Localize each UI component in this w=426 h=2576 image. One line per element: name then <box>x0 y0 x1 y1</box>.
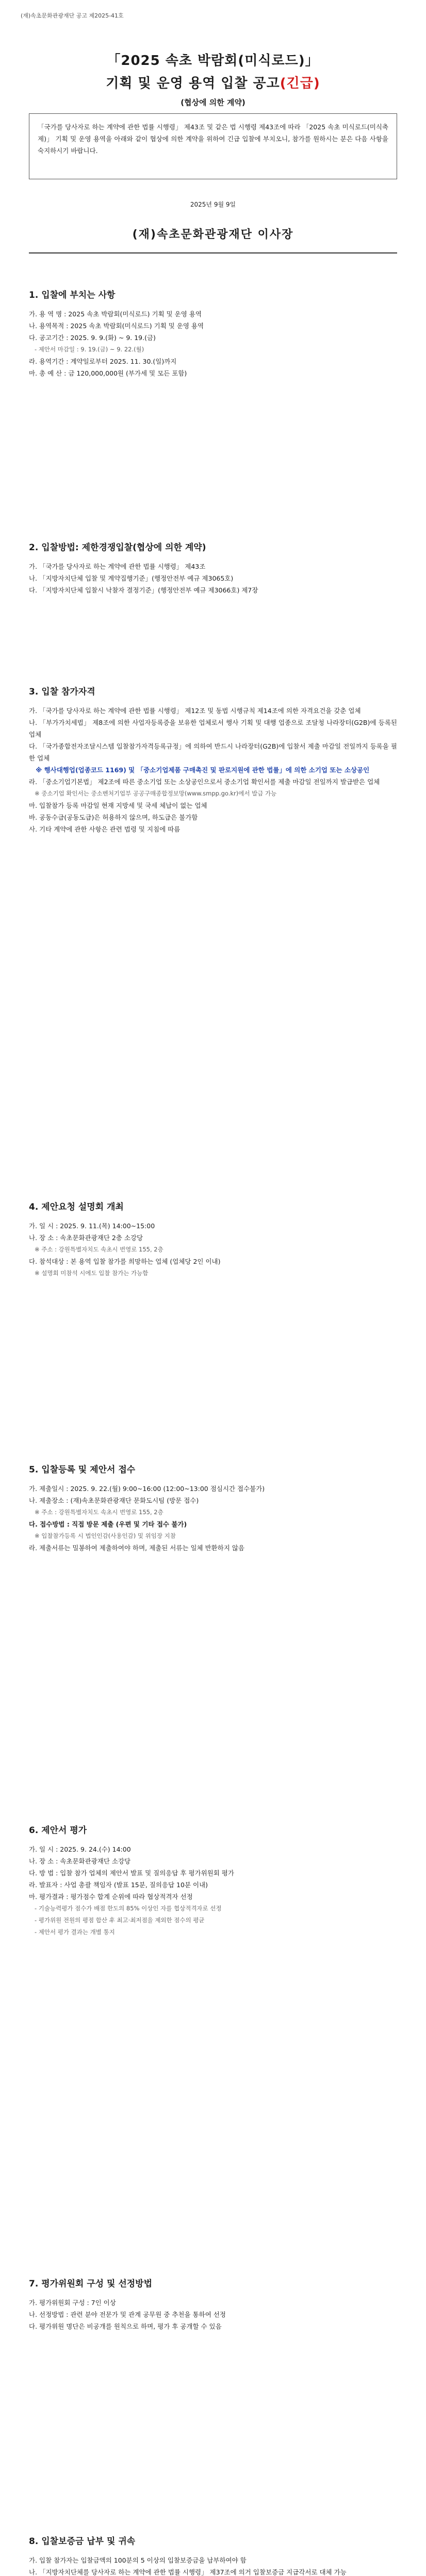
section-line: ※ 설명회 미참석 시에도 입찰 참가는 가능함 <box>29 1269 149 1277</box>
section-eligibility <box>29 685 397 835</box>
section-line: 가. 입찰 참가자는 입찰금액의 100분의 5 이상의 입찰보증금을 납부하여야 함 <box>29 2556 247 2564</box>
section-line: ※ 주소 : 강원특별자치도 속초시 번영로 155, 2층 <box>29 1509 163 1516</box>
section-title: 1. 입찰에 부치는 사항 <box>29 290 116 300</box>
issuer-name: (재)속초문화관광재단 이사장 <box>132 228 294 241</box>
title-line-1: 「2025 속초 박람회(미식로드)」 <box>107 53 319 69</box>
title-line-2-text: 기획 및 운영 용역 입찰 공고 <box>106 76 280 91</box>
section-line: 바. 공동수급(공동도급)은 허용하지 않으며, 하도급은 불가함 <box>29 814 198 821</box>
section-title: 5. 입찰등록 및 제안서 접수 <box>29 1465 136 1475</box>
section-line: 가. 일 시 : 2025. 9. 24.(수) 14:00 <box>29 1845 131 1853</box>
notice-date: 2025년 9월 9일 <box>190 201 236 208</box>
section-line: ※ 행사대행업(업종코드 1169) 및 「중소기업제품 구매촉진 및 판로지원에 관한 법률」에 의한 소기업 또는 소상공인 <box>29 766 370 774</box>
section-title: 2. 입찰방법: 제한경쟁입찰(협상에 의한 계약) <box>29 543 206 553</box>
header-divider <box>29 252 397 253</box>
section-line: - 기술능력평가 점수가 배점 한도의 85% 이상인 자를 협상적격자로 선정 <box>29 1905 222 1912</box>
section-line: - 제안서 평가 결과는 개별 통지 <box>29 1928 115 1936</box>
section-line: 나. 「지방자치단체 입찰 및 계약집행기준」(행정안전부 예규 제3065호) <box>29 574 234 582</box>
section-line: ※ 주소 : 강원특별자치도 속초시 번영로 155, 2층 <box>29 1246 163 1253</box>
section-line: 다. 「지방자치단체 입찰시 낙찰자 결정기준」(행정안전부 예규 제3066호) 제7장 <box>29 586 258 594</box>
intro-text: 「국가를 당사자로 하는 계약에 관한 법률 시행령」 제43조 및 같은 법 시행령 제43조에 따라 「2025 속초 미식로드(미식축제)」 기획 및 운영 용역을 아래와 같이 협상에 의한 계약을 위하여 긴급 입찰에 부치오니, 참가를 원하시는 분은 다음 사항을 숙지하시기 바랍니다. <box>38 123 390 155</box>
section-briefing-session <box>29 1200 397 1279</box>
notice-number: (재)속초문화관광재단 공고 제2025-41호 <box>21 12 124 19</box>
section-title: 7. 평가위원회 구성 및 선정방법 <box>29 2279 153 2289</box>
section-line: 다. 방 법 : 입찰 참가 업체의 제안서 발표 및 질의응답 후 평가위원회 평가 <box>29 1869 234 1877</box>
section-line: 가. 일 시 : 2025. 9. 11.(목) 14:00~15:00 <box>29 1222 155 1230</box>
section-line: 나. 선정방법 : 관련 분야 전문가 및 관계 공무원 중 추천을 통하여 선정 <box>29 2311 226 2318</box>
section-line: 나. 장 소 : 속초문화관광재단 소강당 <box>29 1857 131 1865</box>
contract-type-subtitle: (협상에 의한 계약) <box>181 98 245 107</box>
section-line: 마. 평가결과 : 평가점수 합계 순위에 따라 협상적격자 선정 <box>29 1893 193 1901</box>
section-line: 라. 「중소기업기본법」 제2조에 따른 중소기업 또는 소상공인으로서 중소기업 확인서를 제출 마감일 전일까지 발급받은 업체 <box>29 778 380 786</box>
section-title: 8. 입찰보증금 납부 및 귀속 <box>29 2536 136 2547</box>
section-line: ※ 입찰참가등록 시 법인인감(사용인감) 및 위임장 지참 <box>29 1532 176 1539</box>
urgent-badge: (긴급) <box>280 76 320 91</box>
section-line: - 평가위원 전원의 평점 합산 후 최고·최저점을 제외한 점수의 평균 <box>29 1917 205 1924</box>
section-line: 나. 용역목적 : 2025 속초 박람회(미식로드) 기획 및 운영 용역 <box>29 322 204 330</box>
section-title: 4. 제안요청 설명회 개최 <box>29 1202 124 1212</box>
section-line: 가. 용 역 명 : 2025 속초 박람회(미식로드) 기획 및 운영 용역 <box>29 310 202 318</box>
section-line: - 제안서 마감일 : 9. 19.(금) ~ 9. 22.(월) <box>29 346 144 353</box>
section-committee <box>29 2277 397 2332</box>
section-line: 라. 제출서류는 밀봉하여 제출하여야 하며, 제출된 서류는 일체 반환하지 않음 <box>29 1544 245 1552</box>
section-line: 나. 「지방자치단체를 당사자로 하는 계약에 관한 법률 시행령」 제37조에 의거 입찰보증금 지급각서로 대체 가능 <box>29 2568 347 2576</box>
section-line: 가. 「국가를 당사자로 하는 계약에 관한 법률 시행령」 제43조 <box>29 563 206 570</box>
section-line: 가. 평가위원회 구성 : 7인 이상 <box>29 2299 116 2307</box>
section-bidding-items <box>29 289 397 379</box>
section-line: 사. 기타 계약에 관한 사항은 관련 법령 및 지침에 따름 <box>29 825 181 833</box>
section-line: 다. 공고기간 : 2025. 9. 9.(화) ~ 9. 19.(금) <box>29 334 156 342</box>
section-line: 다. 「국가종합전자조달시스템 입찰참가자격등록규정」에 의하여 반드시 나라장터(G2B)에 입찰서 제출 마감일 전일까지 등록을 필한 업체 <box>29 742 397 762</box>
section-line: 나. 「부가가치세법」 제8조에 의한 사업자등록증을 보유한 업체로서 행사 기획 및 대행 업종으로 조달청 나라장터(G2B)에 등록된 업체 <box>29 719 399 738</box>
section-bidding-method <box>29 541 397 596</box>
section-line: 가. 「국가를 당사자로 하는 계약에 관한 법률 시행령」 제12조 및 동법 시행규칙 제14조에 의한 자격요건을 갖춘 업체 <box>29 707 361 715</box>
section-bid-deposit <box>29 2535 397 2576</box>
section-line: 다. 접수방법 : 직접 방문 제출 (우편 및 기타 접수 불가) <box>29 1520 187 1528</box>
intro-box <box>29 113 397 179</box>
title-line-2 <box>29 72 397 95</box>
section-line: 마. 총 예 산 : 금 120,000,000원 (부가세 및 모든 포함) <box>29 369 187 377</box>
section-line: ※ 중소기업 확인서는 중소벤처기업부 공공구매종합정보망(www.smpp.go.kr)에서 발급 가능 <box>29 790 277 797</box>
section-line: 나. 장 소 : 속초문화관광재단 2층 소강당 <box>29 1234 143 1242</box>
section-line: 마. 입찰참가 등록 마감일 현재 지방세 및 국세 체납이 없는 업체 <box>29 802 207 809</box>
section-proposal-evaluation <box>29 1824 397 1938</box>
section-line: 라. 용역기간 : 계약일로부터 2025. 11. 30.(일)까지 <box>29 358 177 365</box>
section-line: 다. 평가위원 명단은 비공개를 원칙으로 하며, 평가 후 공개할 수 있음 <box>29 2323 222 2330</box>
section-title: 3. 입찰 참가자격 <box>29 687 95 697</box>
section-title: 6. 제안서 평가 <box>29 1825 87 1836</box>
section-line: 가. 제출일시 : 2025. 9. 22.(월) 9:00~16:00 (12:00~13:00 점심시간 접수불가) <box>29 1485 265 1493</box>
section-line: 다. 참석대상 : 본 용역 입찰 참가를 희망하는 업체 (업체당 2인 이내) <box>29 1258 221 1265</box>
section-line: 나. 제출장소 : (재)속초문화관광재단 문화도시팀 (방문 접수) <box>29 1497 199 1504</box>
title-block <box>29 49 397 108</box>
section-line: 라. 발표자 : 사업 총괄 책임자 (발표 15분, 질의응답 10분 이내) <box>29 1881 208 1889</box>
section-registration <box>29 1463 397 1554</box>
